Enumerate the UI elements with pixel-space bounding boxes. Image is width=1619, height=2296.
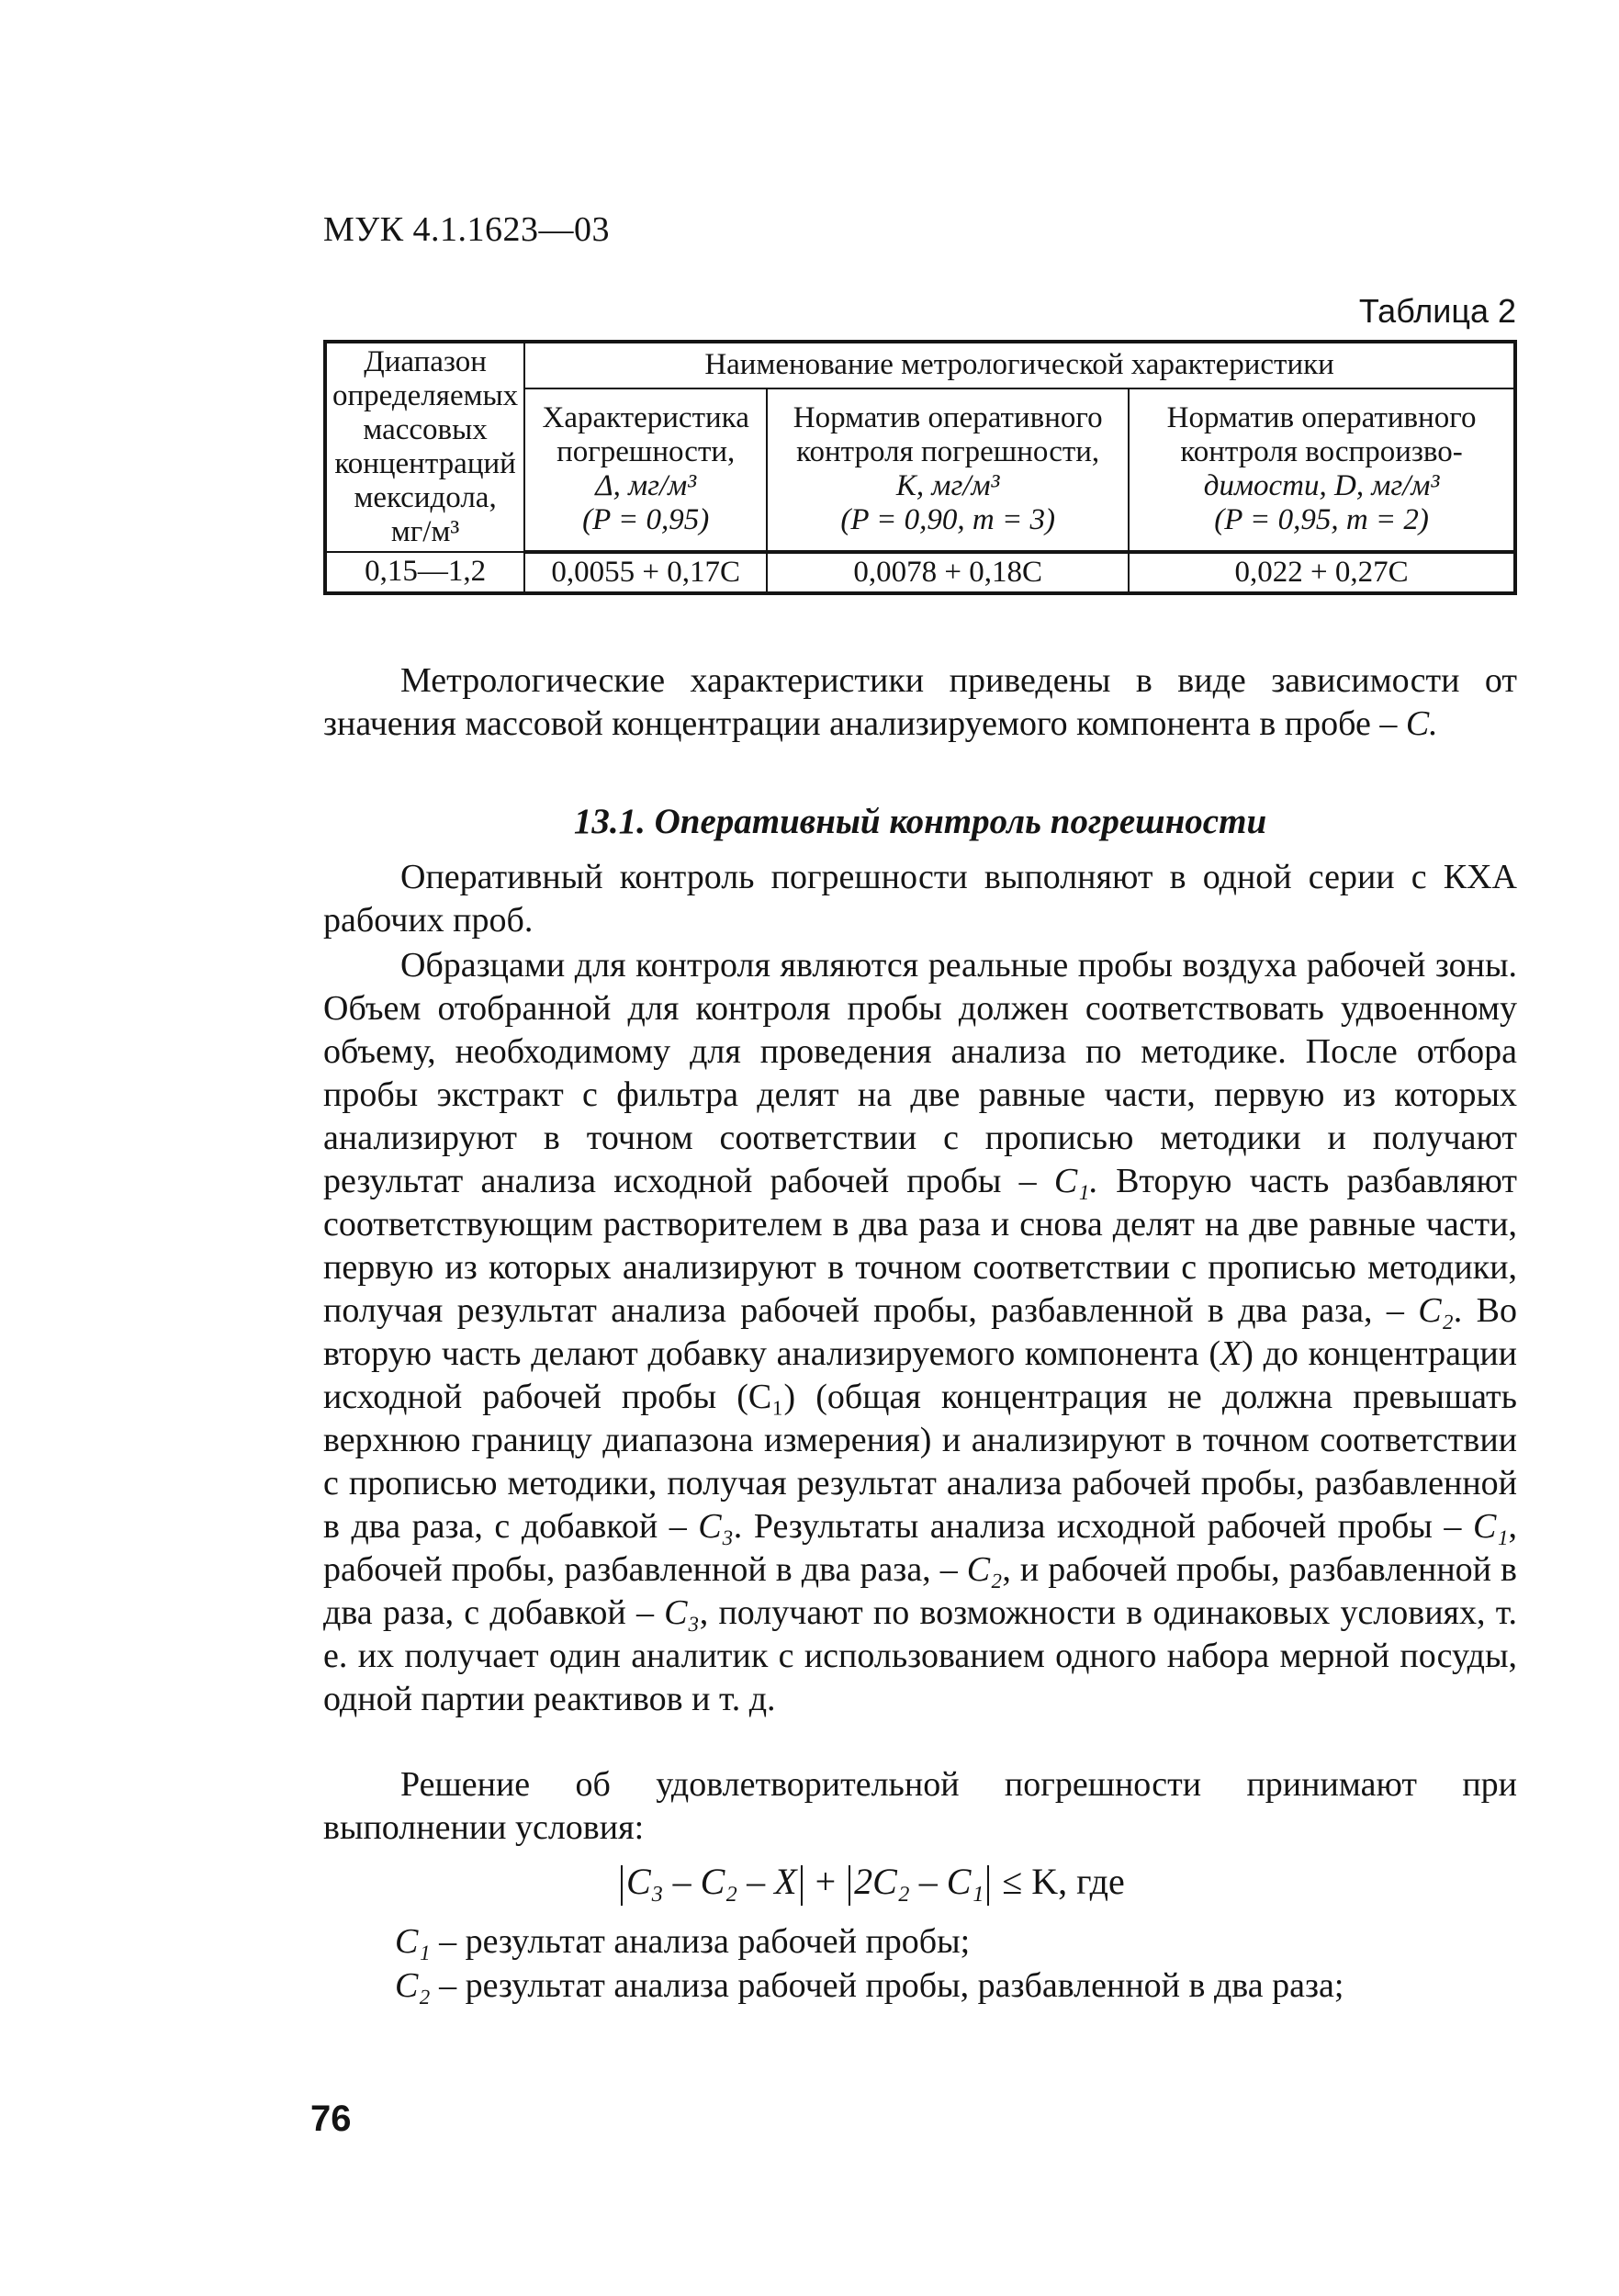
k-header-line: (P = 0,90, m = 3) [840,503,1055,537]
k-value-cell: 0,0078 + 0,18C [767,552,1129,593]
error-header-line: погрешности, [557,435,736,469]
paragraph-3: Решение об удовлетворительной погрешности принимают при выполнении условия: [323,1765,1517,1847]
range-header-line: Диапазон [364,345,487,378]
d-header-cell [1129,388,1515,552]
range-header-line: мг/м³ [390,514,460,548]
intro-text: Метрологические характеристики приведены в виде зависимости от значения массовой концентрации анализируемого компонента в пробе – [323,661,1517,743]
p2-text: Вторую часть разбавляют соответствующим растворителем в два раза и снова делят на две равные части, первую из которых анализируют в точном соответствии с прописью методики, получая результат анализа рабочей пробы, разбавленной в два раза, – [323,1162,1517,1330]
d-value-cell: 0,022 + 0,27C [1129,552,1515,593]
var-c1: C₁. [1053,1162,1098,1200]
p2-text: , и рабочей пробы, разбавленной в два раза, с добавкой – [323,1550,1517,1632]
def-symbol: C₁ [395,1922,431,1961]
formula-relation: ≤ K, где [1002,1861,1125,1902]
abs-bar [987,1865,989,1906]
d-header-line: контроля воспроизво- [1180,435,1463,469]
definition-c2 [395,1965,1344,2006]
document-header: МУК 4.1.1623—03 [323,210,611,249]
formula-right: 2C₂ – C₁ [854,1861,984,1902]
error-value-cell: 0,0055 + 0,17C [524,552,767,593]
section-heading: 13.1. Оперативный контроль погрешности [573,802,1267,841]
k-header-line: K, мг/м³ [895,469,1000,503]
var-c1: C₁ [1472,1507,1509,1546]
group-header-cell: Наименование метрологической характеристики [524,342,1515,388]
formula-plus: + [815,1861,837,1902]
error-header-line: Δ, мг/м³ [595,469,697,503]
intro-paragraph [323,659,1517,746]
p2-text: , рабочей пробы, разбавленной в два раза, – [323,1507,1517,1589]
var-x: X [1220,1334,1242,1373]
range-header-line: массовых [363,412,488,446]
p2-text: Образцами для контроля являются реальные пробы воздуха рабочей зоны. Объем отобранной для контроля пробы должен соответствовать удвоенному объему, необходимому для проведения анализа по методике. После отбора пробы экстракт с фильтра делят на две равные части, первую из которых анализируют в точном соответствии с прописью методики и получают результат анализа исходной рабочей пробы – [323,946,1517,1200]
d-header-line: Норматив оперативного [1166,401,1477,435]
intro-variable: C. [1405,704,1438,743]
def-text: – результат анализа рабочей пробы, разбавленной в два раза; [430,1966,1344,2005]
abs-bar [849,1865,850,1906]
k-header-cell [767,388,1129,552]
d-header-line: димости, D, мг/м³ [1203,469,1440,503]
error-header-line: (P = 0,95) [582,503,710,537]
k-header-line: Норматив оперативного [793,401,1103,435]
range-header-line: концентраций [334,446,516,480]
var-c2: C₂ [1418,1291,1454,1330]
k-header-line: контроля погрешности, [796,435,1100,469]
var-c2: C₂ [966,1550,1003,1589]
table-caption: Таблица 2 [1358,292,1516,330]
definition-c1 [395,1921,970,1962]
error-header-cell [524,388,767,552]
range-value-cell: 0,15—1,2 [325,552,524,593]
p2-text: ) до концентрации исходной рабочей пробы (C₁) (общая концентрация не должна превышать верхнюю границу диапазона измерения) и анализируют в точном соответствии с прописью методики, получая результат анализа рабочей пробы, разбавленной в два раза, с добавкой – [323,1334,1517,1546]
error-header-line: Характеристика [542,401,749,435]
paragraph-1: Оперативный контроль погрешности выполняют в одной серии с КХА рабочих проб. [323,858,1517,940]
def-text: – результат анализа рабочей пробы; [430,1922,971,1961]
table-row [325,552,1515,593]
p2-text: . Во вторую часть делают добавку анализируемого компонента ( [323,1291,1517,1373]
condition-formula [617,1860,1125,1906]
formula-left: C₃ – C₂ – X [626,1861,797,1902]
range-header-cell [325,342,524,552]
page-number: 76 [310,2099,352,2139]
range-header-line: мексидола, [354,480,497,514]
var-c3: C₃ [664,1593,700,1632]
def-symbol: C₂ [395,1966,431,2005]
d-header-line: (P = 0,95, m = 2) [1214,503,1429,537]
var-c3: C₃ [698,1507,734,1546]
p2-text: , получают по возможности в одинаковых условиях, т. е. их получает один аналитик с использованием одного набора мерной посуды, одной партии реактивов и т. д. [323,1593,1517,1718]
metrology-table [323,340,1517,595]
abs-bar [801,1865,803,1906]
p2-text: . Результаты анализа исходной рабочей пробы – [733,1507,1473,1546]
range-header-line: определяемых [332,378,519,412]
paragraph-2 [323,944,1517,1721]
abs-bar [621,1865,623,1906]
